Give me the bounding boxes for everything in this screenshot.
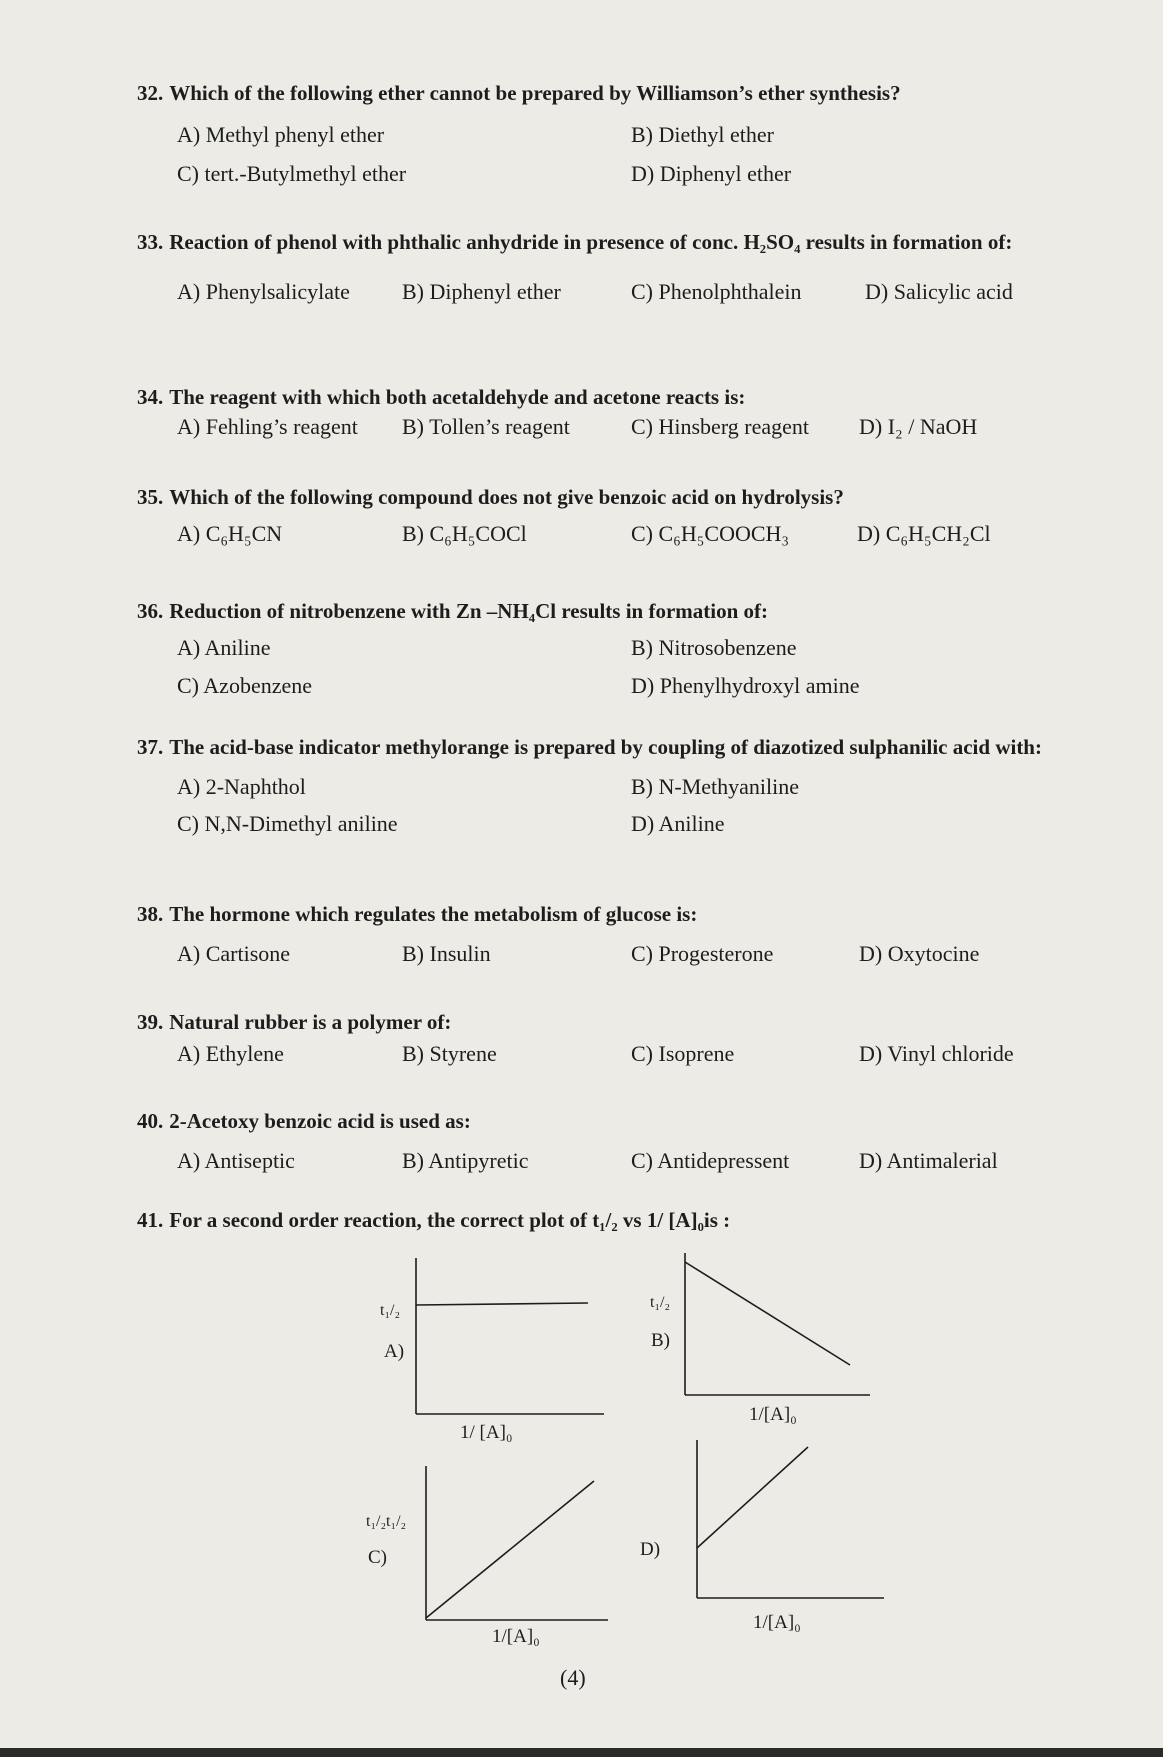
option-c[interactable]: C) Phenolphthalein: [631, 279, 802, 304]
option-c[interactable]: C) Hinsberg reagent: [631, 414, 809, 439]
option-a[interactable]: A) Phenylsalicylate: [177, 279, 350, 304]
option-d[interactable]: D) Antimalerial: [859, 1148, 998, 1173]
page-number: (4): [560, 1665, 586, 1690]
question-body: For a second order reaction, the correct plot of t₁/₂ vs 1/ [A]₀is :: [169, 1208, 731, 1232]
option-b[interactable]: B) Diethyl ether: [631, 122, 774, 147]
graph-d-curve: [697, 1447, 808, 1548]
option-d[interactable]: D) I₂ / NaOH: [859, 414, 978, 439]
option-b[interactable]: B) C₆H₅COCl: [402, 521, 527, 546]
question-number: 41.: [137, 1208, 164, 1232]
option-b[interactable]: B) Diphenyl ether: [402, 279, 561, 304]
option-d[interactable]: D) Salicylic acid: [865, 279, 1013, 304]
question-body: Which of the following compound does not give benzoic acid on hydrolysis?: [169, 485, 844, 509]
option-a[interactable]: A) Cartisone: [177, 941, 291, 966]
option-b[interactable]: B) Styrene: [402, 1041, 497, 1066]
option-d[interactable]: D) C₆H₅CH₂Cl: [857, 521, 991, 546]
option-c[interactable]: C) N,N-Dimethyl aniline: [177, 811, 398, 836]
page-bottom-edge: [0, 1748, 1163, 1757]
graph-d-option[interactable]: D): [640, 1539, 661, 1560]
option-d[interactable]: D) Phenylhydroxyl amine: [631, 673, 860, 698]
question-number: 35.: [137, 485, 164, 509]
graph-b-option[interactable]: B): [651, 1330, 670, 1351]
question-number: 39.: [137, 1010, 164, 1034]
option-a[interactable]: A) 2-Naphthol: [177, 774, 306, 799]
option-b[interactable]: B) Tollen’s reagent: [402, 414, 570, 439]
option-c[interactable]: C) C₆H₅COOCH₃: [631, 521, 790, 546]
option-c[interactable]: C) Antidepressent: [631, 1148, 790, 1173]
question-number: 40.: [137, 1109, 164, 1133]
graph-d-xlabel: 1/[A]₀: [753, 1612, 801, 1633]
graph-c-ylabel: t₁/₂t₁/₂: [366, 1513, 407, 1530]
graph-c-option[interactable]: C): [368, 1547, 387, 1568]
question-body: Reduction of nitrobenzene with Zn –NH₄Cl results in formation of:: [169, 599, 769, 623]
option-d[interactable]: D) Vinyl chloride: [859, 1041, 1014, 1066]
option-a[interactable]: A) Methyl phenyl ether: [177, 122, 385, 147]
graph-c-xlabel: 1/[A]₀: [492, 1626, 540, 1647]
option-d[interactable]: D) Aniline: [631, 811, 725, 836]
graph-a-xlabel: 1/ [A]₀: [460, 1422, 513, 1443]
option-c[interactable]: C) Isoprene: [631, 1041, 735, 1066]
question-body: Reaction of phenol with phthalic anhydride in presence of conc. H₂SO₄ results in formation of:: [169, 230, 1013, 254]
graph-a-ylabel: t₁/₂: [380, 1302, 401, 1319]
option-a[interactable]: A) Antiseptic: [177, 1148, 295, 1173]
option-d[interactable]: D) Oxytocine: [859, 941, 980, 966]
option-b[interactable]: B) Antipyretic: [402, 1148, 529, 1173]
option-b[interactable]: B) N-Methyaniline: [631, 774, 800, 799]
question-body: The hormone which regulates the metabolism of glucose is:: [169, 902, 698, 926]
question-number: 38.: [137, 902, 164, 926]
question-number: 34.: [137, 385, 164, 409]
option-b[interactable]: B) Nitrosobenzene: [631, 635, 797, 660]
option-c[interactable]: C) Progesterone: [631, 941, 774, 966]
question-body: The reagent with which both acetaldehyde and acetone reacts is:: [169, 385, 746, 409]
option-c[interactable]: C) Azobenzene: [177, 673, 312, 698]
question-number: 33.: [137, 230, 164, 254]
question-number: 37.: [137, 735, 164, 759]
graph-b-xlabel: 1/[A]₀: [749, 1404, 797, 1425]
graph-b-curve: [685, 1262, 850, 1365]
option-c[interactable]: C) tert.-Butylmethyl ether: [177, 161, 407, 186]
option-a[interactable]: A) Ethylene: [177, 1041, 284, 1066]
option-a[interactable]: A) C₆H₅CN: [177, 521, 283, 546]
graph-a-curve: [416, 1303, 588, 1305]
question-body: 2-Acetoxy benzoic acid is used as:: [169, 1109, 471, 1133]
graph-a-option[interactable]: A): [384, 1341, 405, 1362]
question-body: The acid-base indicator methylorange is prepared by coupling of diazotized sulphanilic acid with:: [169, 735, 1042, 759]
question-body: Natural rubber is a polymer of:: [169, 1010, 452, 1034]
option-d[interactable]: D) Diphenyl ether: [631, 161, 792, 186]
graph-c-curve: [426, 1481, 594, 1618]
option-b[interactable]: B) Insulin: [402, 941, 491, 966]
question-body: Which of the following ether cannot be prepared by Williamson’s ether synthesis?: [169, 81, 901, 105]
option-a[interactable]: A) Fehling’s reagent: [177, 414, 358, 439]
option-a[interactable]: A) Aniline: [177, 635, 271, 660]
question-number: 36.: [137, 599, 164, 623]
graph-b-ylabel: t₁/₂: [650, 1294, 671, 1311]
question-number: 32.: [137, 81, 164, 105]
